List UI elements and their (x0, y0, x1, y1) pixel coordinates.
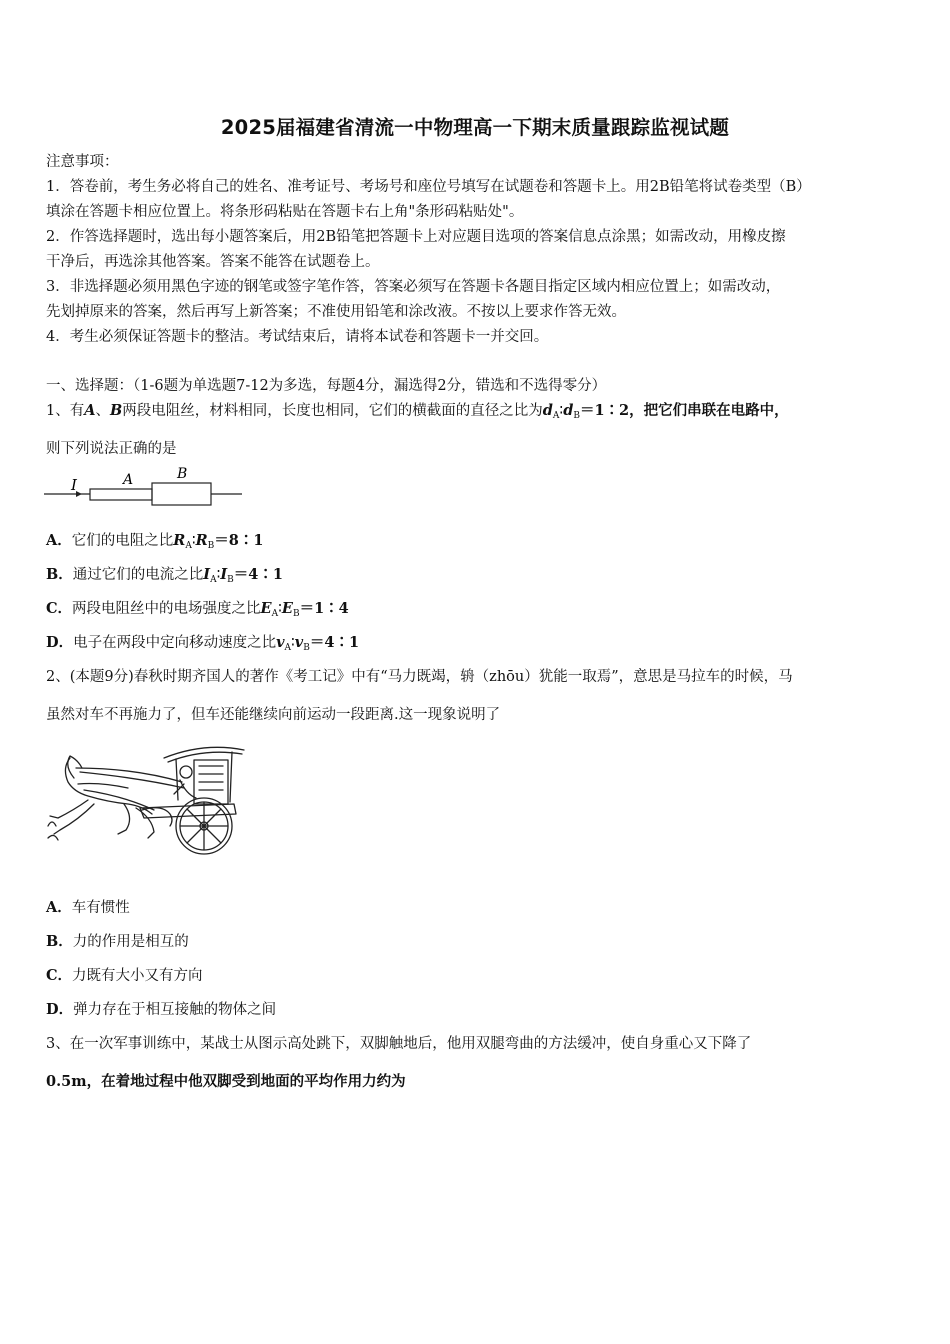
question-1-stem: 1、有A、B两段电阻丝，材料相同，长度也相同，它们的横截面的直径之比为$d_A∶d_B=1∶2$，把它们串联在电路中， (46, 402, 789, 421)
page-title: 2025届福建省清流一中物理高一下期末质量跟踪监视试题 (220, 116, 730, 139)
resistor-circuit-figure (44, 462, 249, 512)
resistor-b-label: B (177, 466, 188, 482)
question-1-option-b: B．通过它们的电流之比$I_A∶I_B=4∶1$ (46, 566, 283, 585)
question-2-stem: 2、(本题9分)春秋时期齐国人的著作《考工记》中有“马力既竭，辀（zhōu）犹能一取焉”，意思是马拉车的时候，马 (46, 669, 793, 685)
question-2-stem-line2: 虽然对车不再施力了，但车还能继续向前运动一段距离.这一现象说明了 (46, 707, 501, 723)
notice-line: 填涂在答题卡相应位置上。将条形码粘贴在答题卡右上角"条形码粘贴处"。 (46, 204, 524, 220)
question-1-option-d: D．电子在两段中定向移动速度之比$v_A∶v_B=4∶1$ (46, 634, 360, 653)
question-3-stem: 3、在一次军事训练中，某战士从图示高处跳下，双脚触地后，他用双腿弯曲的方法缓冲，使自身重心又下降了 (46, 1036, 752, 1052)
question-3-stem-line2: 0.5m，在着地过程中他双脚受到地面的平均作用力约为 (46, 1073, 406, 1090)
question-2-option-c: C．力既有大小又有方向 (46, 967, 203, 984)
question-2-option-a: A．车有惯性 (46, 899, 130, 916)
notice-line: 1．答卷前，考生务必将自己的姓名、准考证号、考场号和座位号填写在试题卷和答题卡上。用2B铅笔将试卷类型（B） (46, 179, 811, 195)
question-2-option-d: D．弹力存在于相互接触的物体之间 (46, 1001, 277, 1018)
notice-line: 4．考生必须保证答题卡的整洁。考试结束后，请将本试卷和答题卡一并交回。 (46, 329, 549, 345)
notice-line: 干净后，再选涂其他答案。答案不能答在试题卷上。 (46, 254, 380, 270)
current-label: I (71, 476, 77, 494)
question-1-option-c: C．两段电阻丝中的电场强度之比$E_A∶E_B=1∶4$ (46, 600, 349, 619)
section-heading: 一、选择题：（1-6题为单选题7-12为多选，每题4分，漏选得2分，错选和不选得零分） (46, 378, 607, 394)
resistor-b (152, 483, 211, 505)
question-1-option-a: A．它们的电阻之比$R_A∶R_B=8∶1$ (46, 532, 264, 551)
question-1-stem-line2: 则下列说法正确的是 (46, 441, 177, 457)
notice-line: 3．非选择题必须用黑色字迹的钢笔或签字笔作答，答案必须写在答题卡各题目指定区域内相应位置上；如需改动， (46, 279, 781, 295)
horse-chariot-figure (44, 738, 249, 860)
notice-heading: 注意事项： (46, 154, 119, 170)
notice-line: 2．作答选择题时，选出每小题答案后，用2B铅笔把答题卡上对应题目选项的答案信息点涂黑；如需改动，用橡皮擦 (46, 229, 786, 245)
question-2-option-b: B．力的作用是相互的 (46, 933, 189, 950)
resistor-a (90, 489, 152, 500)
notice-line: 先划掉原来的答案，然后再写上新答案；不准使用铅笔和涂改液。不按以上要求作答无效。 (46, 304, 626, 320)
resistor-a-label: A (123, 472, 134, 488)
